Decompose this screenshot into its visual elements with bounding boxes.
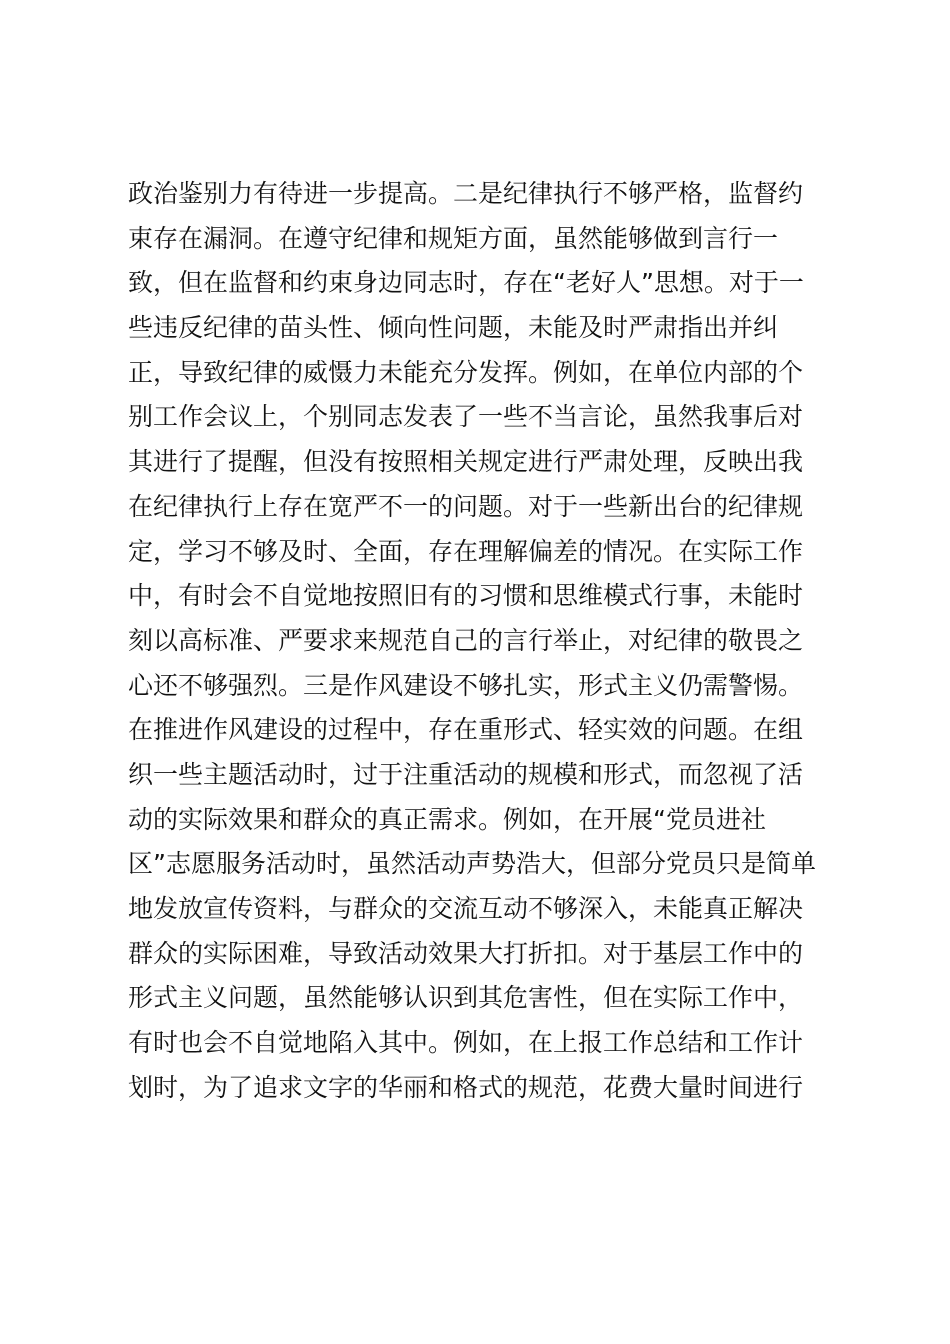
text-line: 织一些主题活动时，过于注重活动的规模和形式，而忽视了活 xyxy=(128,759,804,789)
text-line: 在推进作风建设的过程中，存在重形式、轻实效的问题。在组 xyxy=(128,715,804,745)
text-line: 有时也会不自觉地陷入其中。例如，在上报工作总结和工作计 xyxy=(128,1028,804,1058)
text-line: 区”志愿服务活动时，虽然活动声势浩大，但部分党员只是简单 xyxy=(128,849,816,879)
text-line: 些违反纪律的苗头性、倾向性问题，未能及时严肃指出并纠 xyxy=(128,313,779,343)
text-line: 地发放宣传资料，与群众的交流互动不够深入，未能真正解决 xyxy=(128,894,804,923)
text-line: 束存在漏洞。在遵守纪律和规矩方面，虽然能够做到言行一 xyxy=(128,223,779,253)
text-line: 其进行了提醒，但没有按照相关规定进行严肃处理，反映出我 xyxy=(128,447,804,477)
text-line: 在纪律执行上存在宽严不一的问题。对于一些新出台的纪律规 xyxy=(128,491,804,521)
text-line: 群众的实际困难，导致活动效果大打折扣。对于基层工作中的 xyxy=(128,938,804,968)
text-line: 别工作会议上，个别同志发表了一些不当言论，虽然我事后对 xyxy=(128,402,804,432)
text-line: 致，但在监督和约束身边同志时，存在“老好人”思想。对于一 xyxy=(128,268,804,298)
text-line: 政治鉴别力有待进一步提高。二是纪律执行不够严格，监督约 xyxy=(128,179,804,208)
text-line: 正，导致纪律的威慑力未能充分发挥。例如，在单位内部的个 xyxy=(128,357,804,387)
text-line: 划时，为了追求文字的华丽和格式的规范，花费大量时间进行 xyxy=(128,1072,804,1102)
text-line: 刻以高标准、严要求来规范自己的言行举止，对纪律的敬畏之 xyxy=(128,625,804,655)
text-line: 形式主义问题，虽然能够认识到其危害性，但在实际工作中， xyxy=(128,983,804,1013)
body-text xyxy=(128,172,848,1110)
text-line: 心还不够强烈。三是作风建设不够扎实，形式主义仍需警惕。 xyxy=(128,670,804,700)
text-line: 中，有时会不自觉地按照旧有的习惯和思维模式行事，未能时 xyxy=(128,581,804,611)
text-line: 定，学习不够及时、全面，存在理解偏差的情况。在实际工作 xyxy=(128,536,804,566)
text-line: 动的实际效果和群众的真正需求。例如，在开展“党员进社 xyxy=(128,804,766,834)
